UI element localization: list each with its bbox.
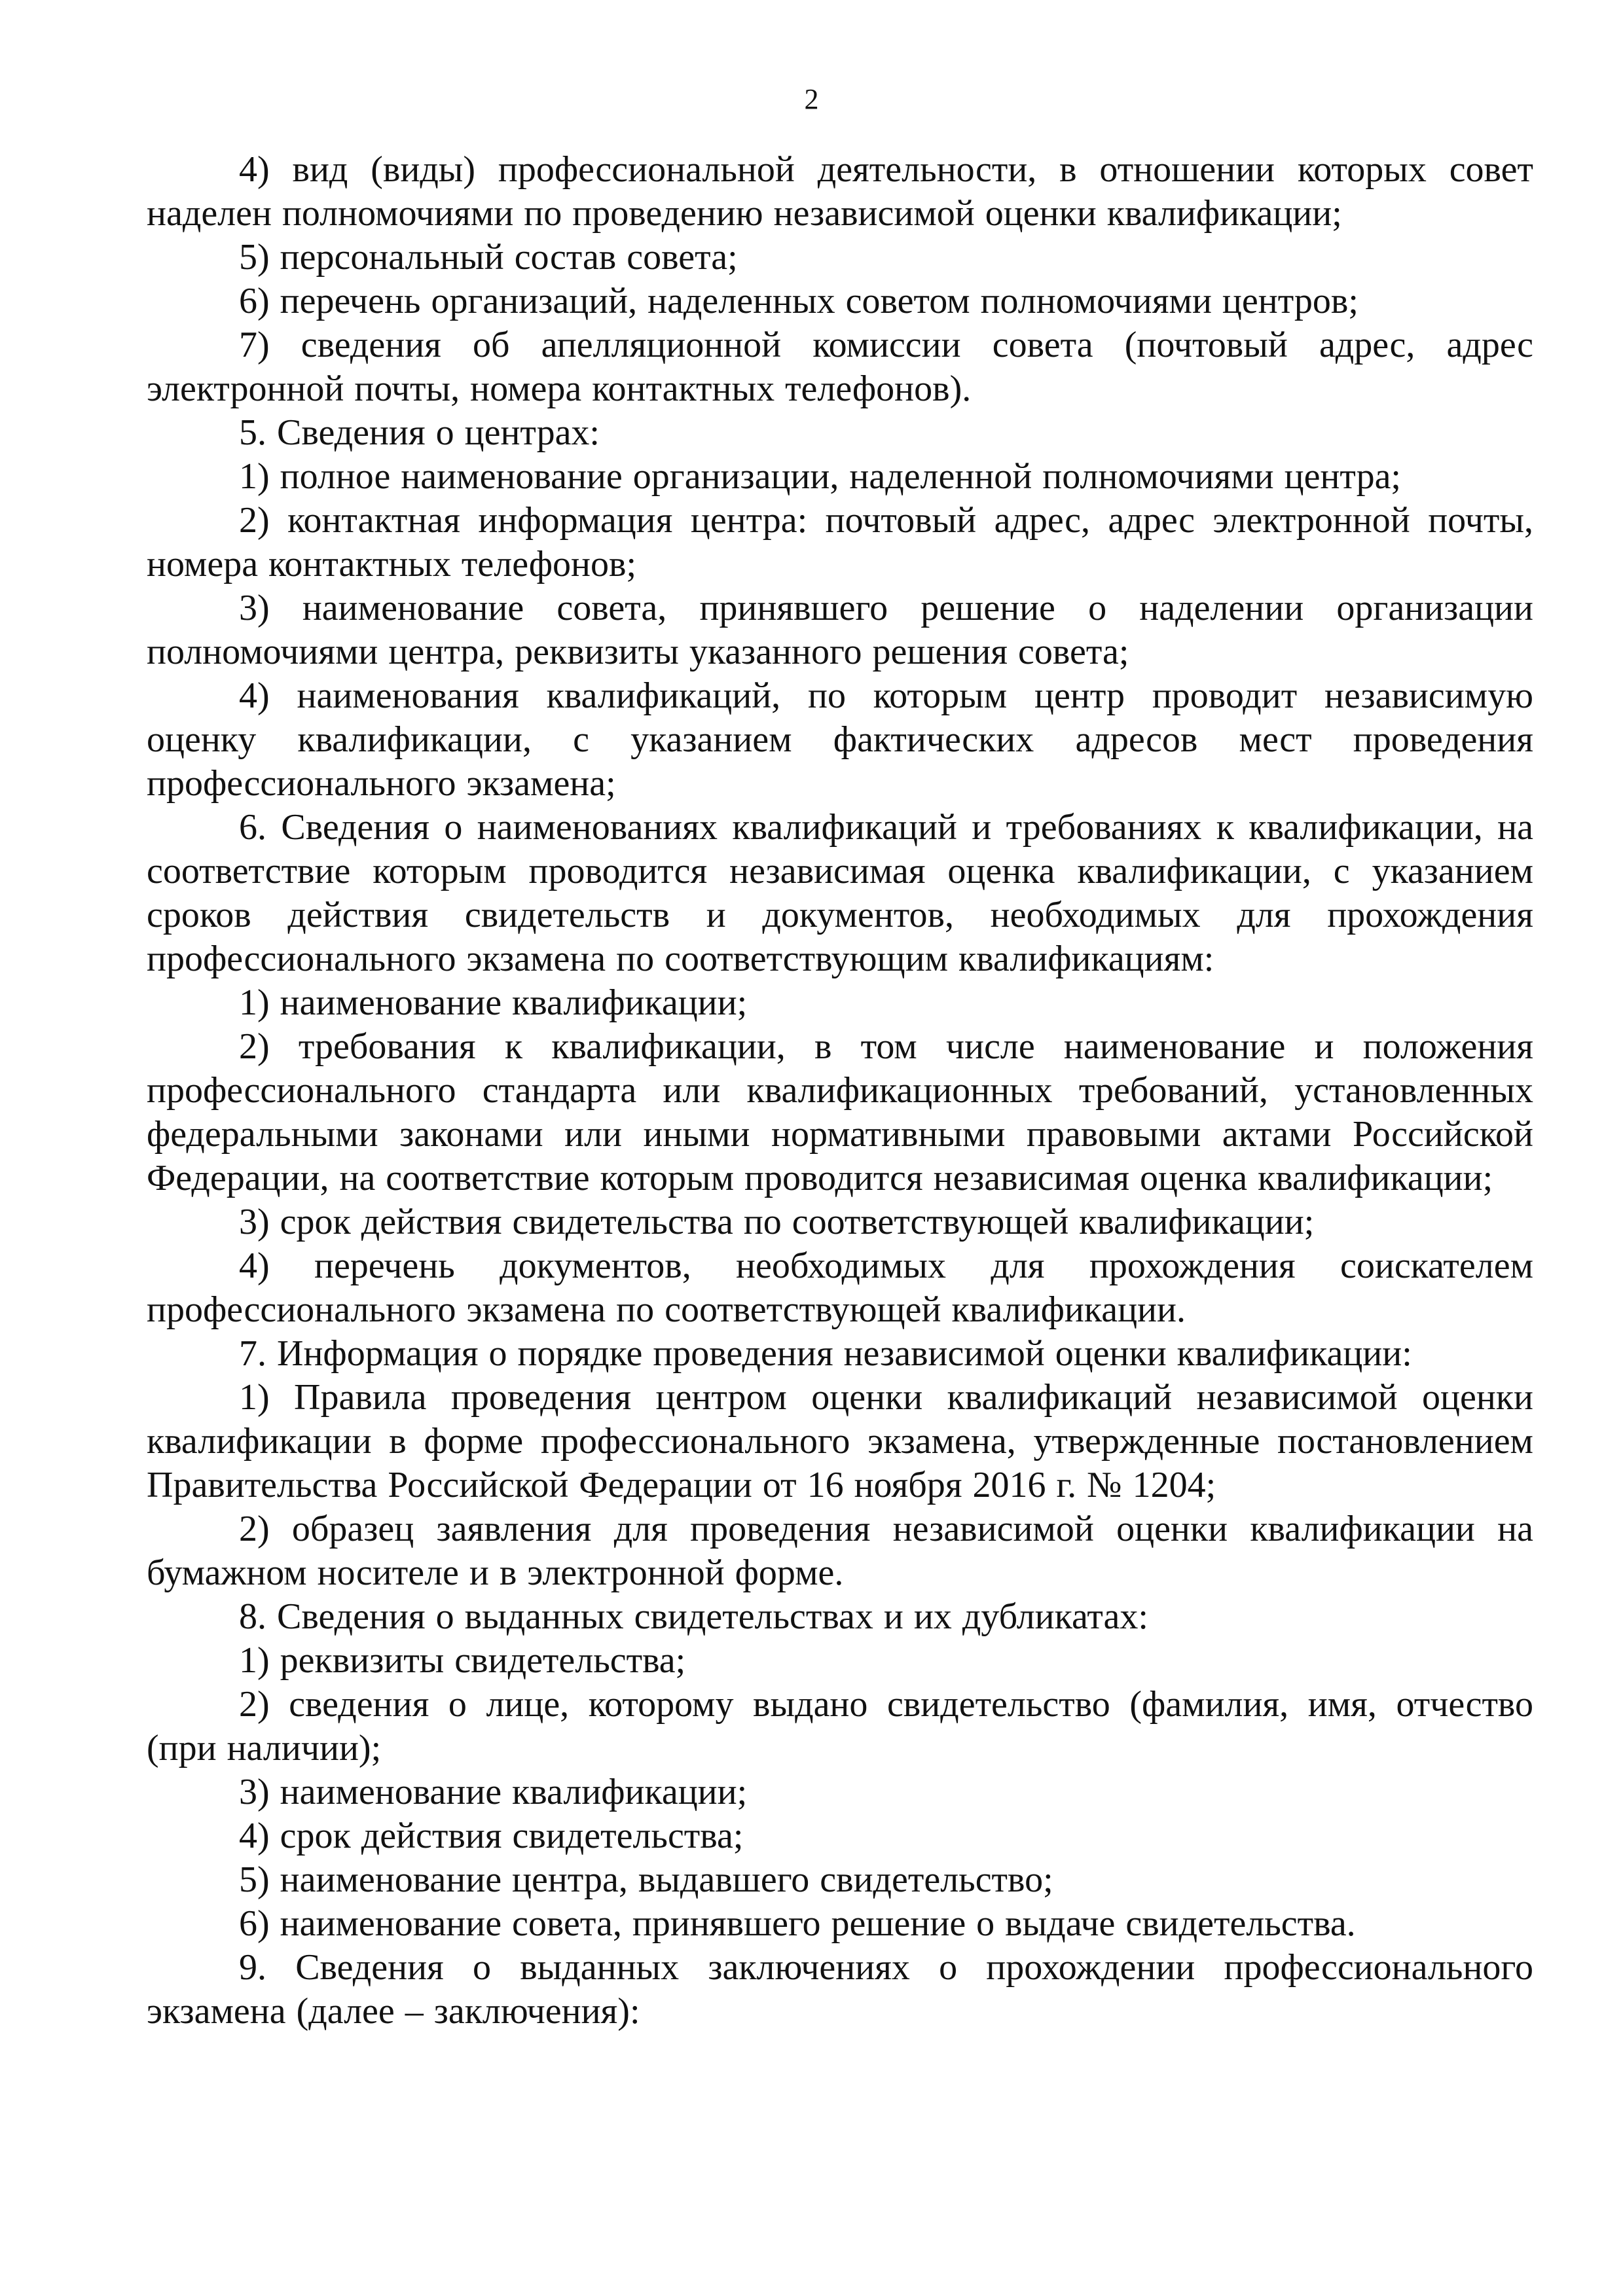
paragraph: 6) перечень организаций, наделенных советом полномочиями центров; — [239, 281, 1359, 321]
paragraph: 4) вид (виды) профессиональной деятельности, в отношении которых совет наделен полномочиями по проведению независимой оценки квалификации; — [147, 149, 1533, 234]
paragraph: 4) наименования квалификаций, по которым центр проводит независимую оценку квалификации, с указанием фактических адресов мест проведения профессионального экзамена; — [147, 675, 1533, 804]
paragraph: 6) наименование совета, принявшего решение о выдаче свидетельства. — [239, 1903, 1356, 1944]
paragraph: 2) образец заявления для проведения независимой оценки квалификации на бумажном носителе и в электронной форме. — [147, 1509, 1533, 1593]
paragraph: 1) наименование квалификации; — [239, 982, 748, 1023]
paragraph: 1) Правила проведения центром оценки квалификаций независимой оценки квалификации в форме профессионального экзамена, утвержденные постановлением Правительства Российской Федерации от 16 ноября 2016 г. № 1204; — [147, 1377, 1533, 1505]
paragraph: 4) перечень документов, необходимых для прохождения соискателем профессионального экзамена по соответствующей квалификации. — [147, 1246, 1533, 1330]
section-heading: 8. Сведения о выданных свидетельствах и их дубликатах: — [239, 1596, 1148, 1637]
paragraph: 5) наименование центра, выдавшего свидетельство; — [239, 1859, 1053, 1900]
paragraph: 2) требования к квалификации, в том числе наименование и положения профессионального стандарта или квалификационных требований, установленных федеральными законами или иными нормативными правовыми актами Российской Федерации, на соответствие которым проводится независимая оценка квалификации; — [147, 1026, 1533, 1198]
paragraph: 4) срок действия свидетельства; — [239, 1816, 744, 1856]
paragraph: 7) сведения об апелляционной комиссии совета (почтовый адрес, адрес электронной почты, номера контактных телефонов). — [147, 325, 1533, 409]
section-heading: 5. Сведения о центрах: — [239, 412, 600, 453]
paragraph: 3) наименование совета, принявшего решение о наделении организации полномочиями центра, реквизиты указанного решения совета; — [147, 588, 1533, 672]
section-heading: 9. Сведения о выданных заключениях о прохождении профессионального экзамена (далее – заключения): — [147, 1947, 1533, 2032]
section-heading: 7. Информация о порядке проведения независимой оценки квалификации: — [239, 1333, 1412, 1374]
section-heading: 6. Сведения о наименованиях квалификаций и требованиях к квалификации, на соответствие которым проводится независимая оценка квалификации, с указанием сроков действия свидетельств и документов, необходимых для прохождения профессионального экзамена по соответствующим квалификациям: — [147, 807, 1533, 979]
document-body — [147, 148, 1533, 2034]
paragraph: 2) сведения о лице, которому выдано свидетельство (фамилия, имя, отчество (при наличии); — [147, 1684, 1533, 1768]
page-number: 2 — [804, 83, 819, 115]
paragraph: 3) срок действия свидетельства по соответствующей квалификации; — [239, 1202, 1315, 1242]
paragraph: 2) контактная информация центра: почтовый адрес, адрес электронной почты, номера контактных телефонов; — [147, 500, 1533, 584]
paragraph: 5) персональный состав совета; — [239, 237, 738, 278]
paragraph: 1) полное наименование организации, наделенной полномочиями центра; — [239, 456, 1401, 497]
paragraph: 3) наименование квалификации; — [239, 1772, 748, 1812]
paragraph: 1) реквизиты свидетельства; — [239, 1640, 686, 1681]
